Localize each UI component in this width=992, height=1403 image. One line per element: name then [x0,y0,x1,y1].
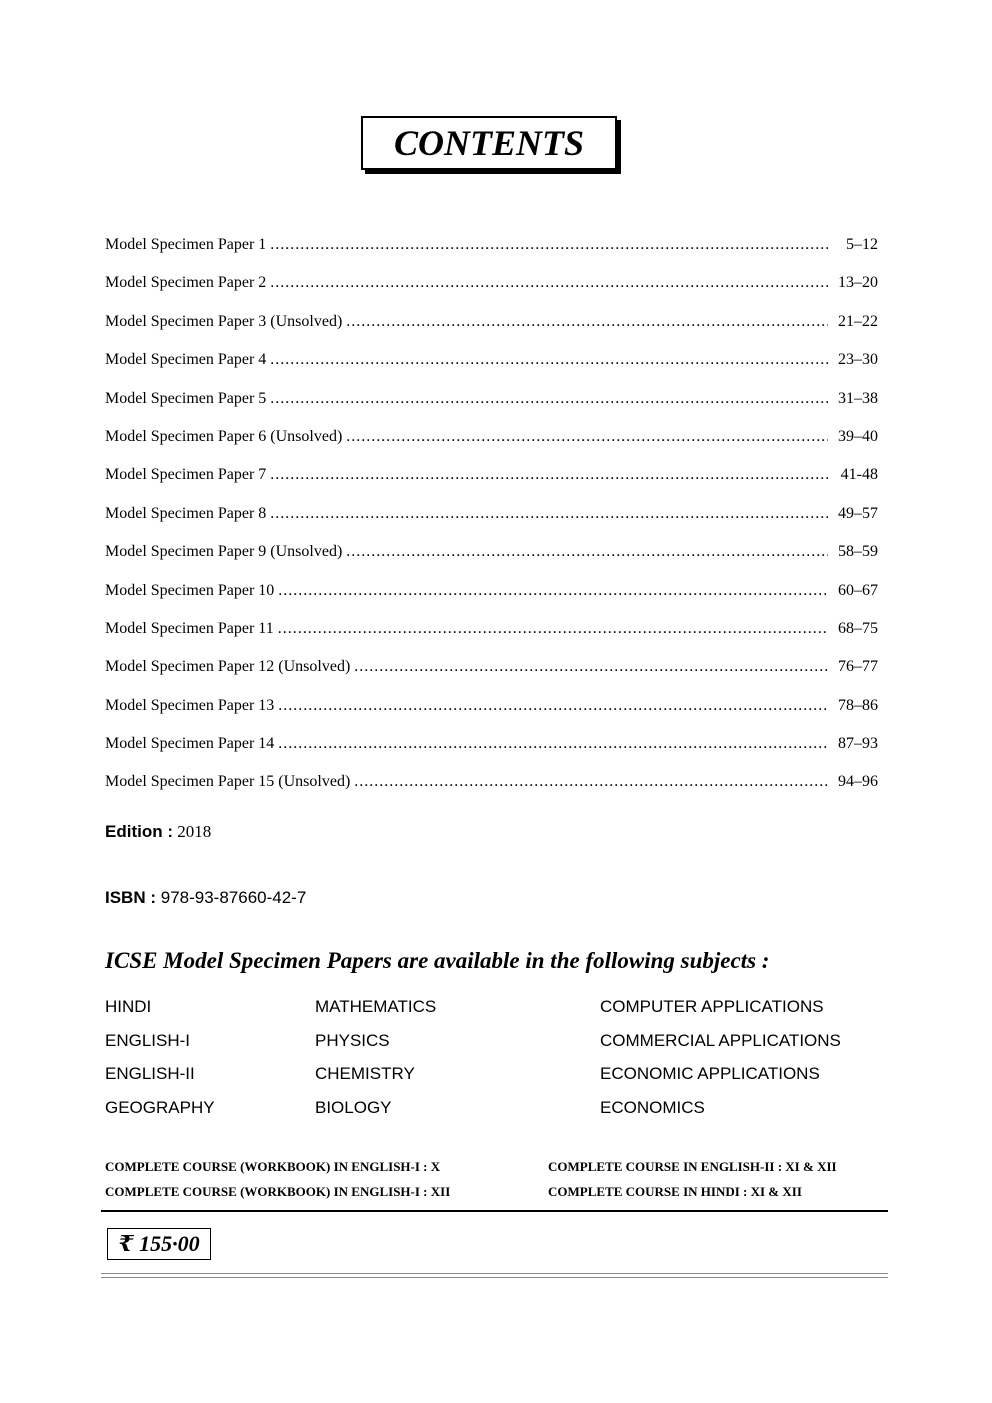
toc-entry-title: Model Specimen Paper 7 [105,466,267,484]
subject-item: ECONOMICS [600,1097,705,1117]
subject-item: BIOLOGY [315,1097,392,1117]
toc-entry [105,466,878,504]
toc-entry-title: Model Specimen Paper 11 [105,619,274,637]
toc-entry-pages: 58–59 [838,543,878,561]
toc-entry-pages: 31–38 [838,389,878,407]
toc-entry-pages: 23–30 [838,351,878,369]
subject-item: ENGLISH-II [105,1064,195,1083]
toc-leader-dots [346,313,828,331]
subjects-column-3 [600,995,841,1129]
toc-leader-dots [270,351,828,369]
course-right-1: COMPLETE COURSE IN ENGLISH-II : XI & XII [548,1159,837,1174]
toc-entry-pages: 94–96 [838,773,878,791]
toc-entry-title: Model Specimen Paper 3 (Unsolved) [105,312,343,330]
toc-entry [105,236,878,274]
toc-entry-title: Model Specimen Paper 8 [105,504,267,522]
course-right-2: COMPLETE COURSE IN HINDI : XI & XII [548,1184,802,1199]
toc-leader-dots [270,274,828,292]
subject-item: ECONOMIC APPLICATIONS [600,1064,820,1083]
toc-entry-pages: 49–57 [838,504,878,522]
footer-rule-top [101,1273,888,1274]
toc-entry-pages: 21–22 [838,312,878,330]
toc-entry-pages: 87–93 [838,735,878,753]
toc-entry-title: Model Specimen Paper 1 [105,236,267,253]
toc-entry [105,543,878,581]
toc-entry [105,351,878,389]
toc-entry-pages: 41-48 [840,466,878,484]
toc-leader-dots [278,735,828,753]
toc-entry [105,428,878,466]
page-title: CONTENTS [361,116,617,170]
course-left-2: COMPLETE COURSE (WORKBOOK) IN ENGLISH-I : XII [105,1184,451,1199]
toc-entry-title: Model Specimen Paper 5 [105,389,267,407]
subject-item: MATHEMATICS [315,997,437,1016]
subject-item: CHEMISTRY [315,1064,415,1083]
subject-item: PHYSICS [315,1030,390,1050]
toc-entry-pages: 76–77 [838,658,878,676]
toc-leader-dots [354,658,828,676]
toc-entry-title: Model Specimen Paper 14 [105,735,275,753]
toc-entry-title: Model Specimen Paper 10 [105,581,275,599]
subject-item: COMPUTER APPLICATIONS [600,997,824,1016]
edition-label: Edition : [105,822,173,841]
toc-entry [105,313,878,351]
toc-leader-dots [278,582,828,600]
toc-entry-title: Model Specimen Paper 13 [105,696,275,714]
subject-item: COMMERCIAL APPLICATIONS [600,1030,841,1050]
subject-item: HINDI [105,997,152,1016]
subject-item: ENGLISH-I [105,1030,191,1050]
toc-entry [105,620,878,658]
toc-leader-dots [346,428,828,446]
isbn-label: ISBN : [105,888,156,907]
isbn-line [105,888,306,908]
toc-entry-title: Model Specimen Paper 4 [105,351,267,369]
toc-leader-dots [270,236,828,254]
toc-entry-title: Model Specimen Paper 9 (Unsolved) [105,543,343,561]
price-badge: ₹ 155·00 [107,1228,211,1260]
toc-entry-title: Model Specimen Paper 6 (Unsolved) [105,427,343,445]
toc-entry [105,658,878,696]
subjects-column-2 [315,995,436,1129]
isbn-value: 978-93-87660-42-7 [160,888,307,907]
toc-entry-pages: 39–40 [838,427,878,445]
toc-entry-title: Model Specimen Paper 15 (Unsolved) [105,773,351,791]
toc-entry [105,697,878,735]
toc-entry [105,735,878,773]
toc-entry [105,505,878,543]
toc-entry [105,773,878,811]
edition-line [105,822,211,842]
toc-leader-dots [270,505,828,523]
contents-title-frame [361,116,617,170]
edition-value: 2018 [177,822,212,841]
toc-entry [105,582,878,620]
divider-rule [101,1210,888,1212]
toc-entry-pages: 13–20 [838,274,878,292]
toc-leader-dots [270,466,828,484]
toc-entry-title: Model Specimen Paper 2 [105,274,267,292]
toc-entry-pages: 5–12 [846,236,878,253]
toc-entry-pages: 78–86 [838,696,878,714]
subject-item: GEOGRAPHY [105,1097,215,1117]
toc-entry-pages: 68–75 [838,619,878,637]
subjects-column-1 [105,995,215,1129]
toc-entry [105,274,878,312]
subjects-heading: ICSE Model Specimen Papers are available in the following subjects : [105,948,770,973]
toc-leader-dots [354,773,828,791]
toc-entry-title: Model Specimen Paper 12 (Unsolved) [105,658,351,676]
table-of-contents [105,236,878,812]
toc-leader-dots [278,620,828,638]
course-left-1: COMPLETE COURSE (WORKBOOK) IN ENGLISH-I : X [105,1159,441,1174]
toc-leader-dots [270,390,828,408]
toc-entry [105,390,878,428]
toc-leader-dots [346,543,828,561]
footer-rule-bottom [101,1277,888,1278]
toc-entry-pages: 60–67 [838,581,878,599]
toc-leader-dots [278,697,828,715]
